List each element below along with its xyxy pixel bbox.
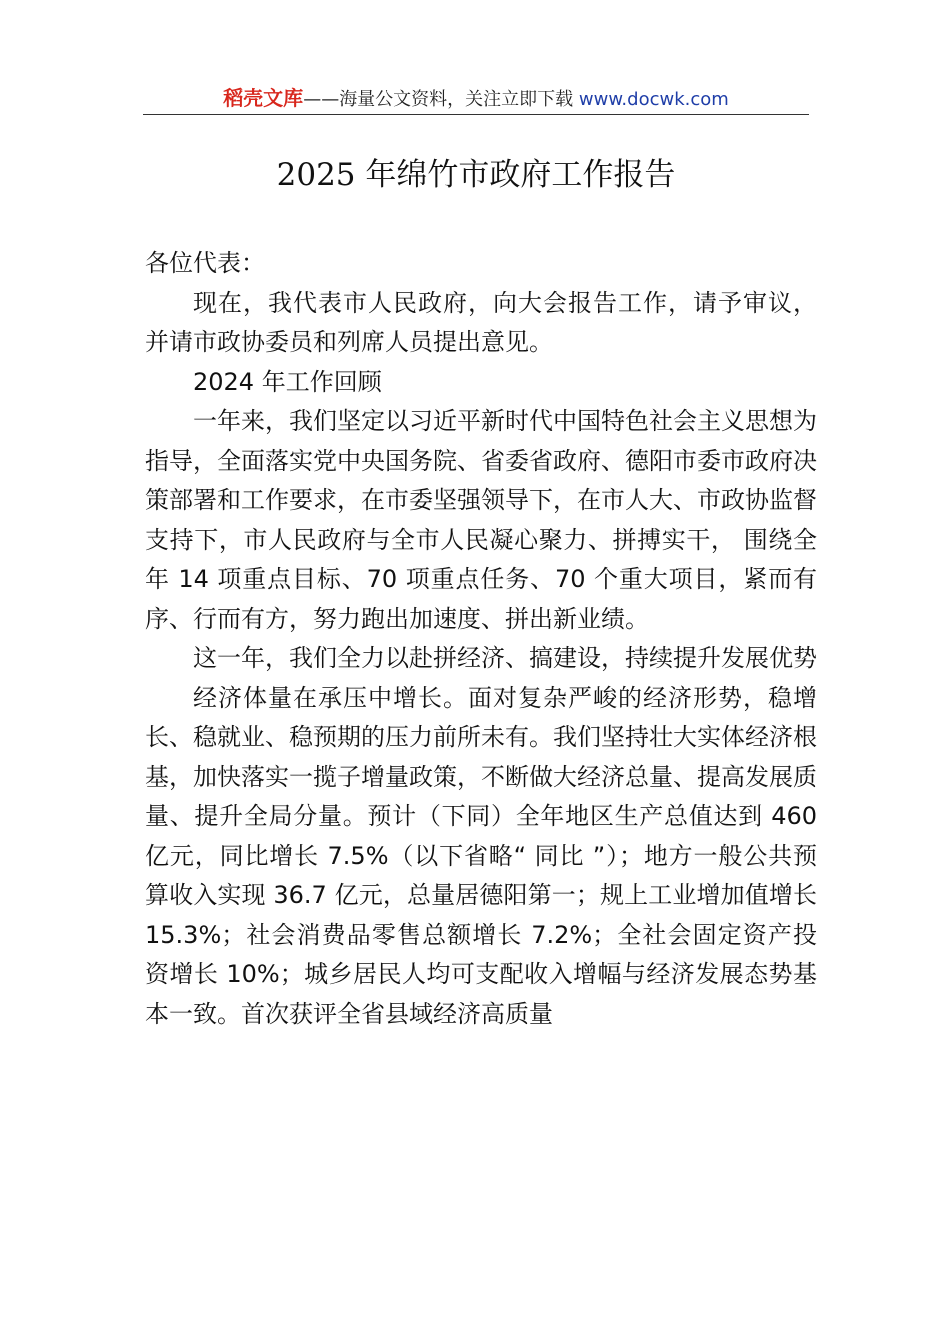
section-heading: 2024 年工作回顾 [193,367,382,396]
brand-logo-text: 稻壳文库 [223,86,304,110]
document-body [145,244,817,1034]
page-header [143,84,809,114]
paragraph-review: 一年来，我们坚定以习近平新时代中国特色社会主义思想为指导，全面落实党中央国务院、省委省政府、德阳市委市政府决策部署和工作要求，在市委坚强领导下，在市人大、市政协监督支持下，市人民政府与全市人民凝心聚力、拼搏实干， 围绕全年 14 项重点目标、70 项重点任务、70 个重大项目，紧而有序、行而有方，努力跑出加速度、拼出新业绩。 [145,407,817,633]
paragraph-summary: 这一年，我们全力以赴拼经济、搞建设，持续提升发展优势 [193,644,817,672]
document-title: 2025 年绵竹市政府工作报告 [276,157,676,193]
paragraph-opening: 现在，我代表市人民政府，向大会报告工作，请予审议， 并请市政协委员和列席人员提出意见。 [145,288,817,356]
header-tagline: ——海量公文资料，关注立即下载 [303,89,579,110]
header-divider [143,114,809,115]
paragraph-economy: 经济体量在承压中增长。面对复杂严峻的经济形势，稳增长、稳就业、稳预期的压力前所未有。我们坚持壮大实体经济根基，加快落实一揽子增量政策，不断做大经济总量、提高发展质量、提升全局分量。预计（下同）全年地区生产总值达到 460 亿元，同比增长 7.5%（以下省略“ 同比 ”）；地方一般公共预算收入实现 36.7 亿元，总量居德阳第一；规上工业增加值增长 15.3%；社会消费品零售总额增长 7.2%；全社会固定资产投资增长 10%；城乡居民人均可支配收入增幅与经济发展态势基本一致。首次获评全省县域经济高质量 [145,683,817,1028]
header-url-link[interactable]: www.docwk.com [578,89,729,110]
salutation: 各位代表： [145,249,265,277]
